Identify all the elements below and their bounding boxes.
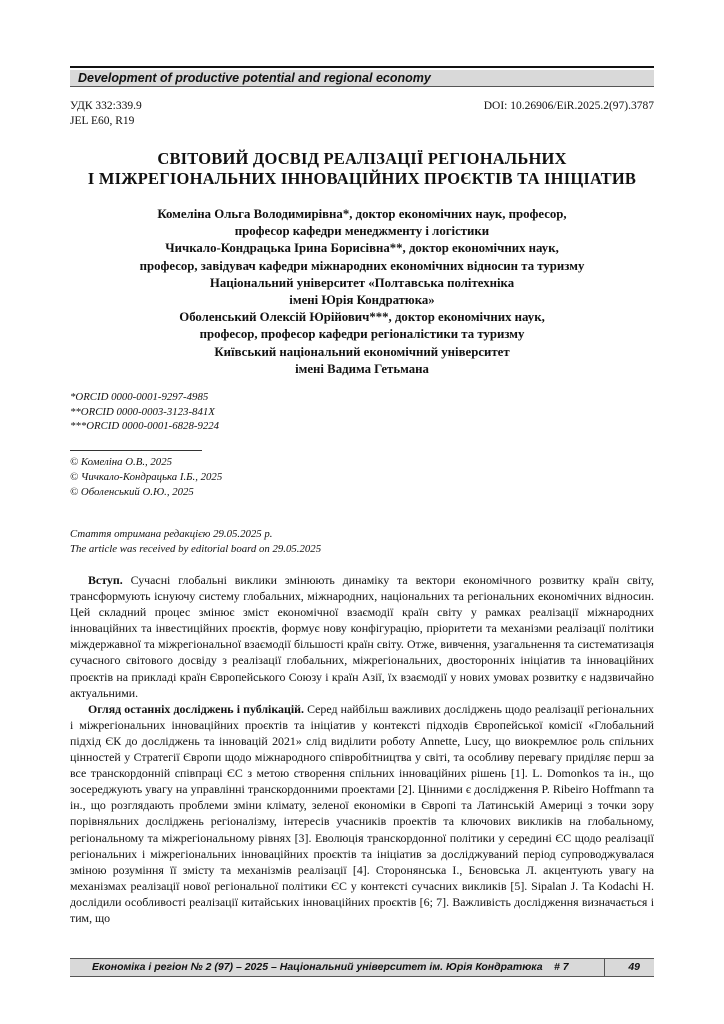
review-heading: Огляд останніх досліджень і публікацій. <box>88 701 304 716</box>
received-date-en: The article was received by editorial board on 29.05.2025 <box>70 542 322 555</box>
author-line: імені Юрія Кондратюка» <box>289 293 435 308</box>
received-date-ua: Стаття отримана редакцією 29.05.2025 р. <box>70 528 273 540</box>
article-title-line: І МІЖРЕГІОНАЛЬНИХ ІННОВАЦІЙНИХ ПРОЄКТІВ ТА ІНІЦІАТИВ <box>87 169 637 188</box>
author-line: Оболенський Олексій Юрійович***, доктор економічних наук, <box>179 310 545 325</box>
footer-issue: # 7 <box>554 961 569 973</box>
footer-band <box>70 958 654 977</box>
udc-code: УДК 332:339.9 <box>70 100 142 112</box>
orcid-line: *ORCID 0000-0001-9297-4985 <box>70 391 209 403</box>
author-line: Комеліна Ольга Володимирівна*, доктор економічних наук, професор, <box>157 207 567 221</box>
doi: DOI: 10.26906/EiR.2025.2(97).3787 <box>483 100 654 112</box>
footer-divider <box>604 959 605 976</box>
review-paragraph <box>70 701 654 926</box>
copyright-line: © Чичкало-Кондрацька І.Б., 2025 <box>70 470 223 483</box>
section-title: Development of productive potential and regional economy <box>78 71 431 85</box>
author-line: професор, професор кафедри регіоналістики та туризму <box>199 327 525 342</box>
jel-code: JEL E60, R19 <box>70 115 135 127</box>
copyright-line: © Комеліна О.В., 2025 <box>70 456 173 468</box>
review-text: Серед найбільш важливих досліджень щодо реалізації регіональних і міжрегіональних інноваційних проєктів та ініціатив у контексті підходів Європейської комісії «Глобальний підхід ЄК до досліджень та інновацій 2021» слід виділити роботу Annette, Lucy, що виокремлює роль спільних цінностей у Стратегії Європи щодо міжнародного співробітництва у світі, та особливу перевагу приділяє перш за все транскордонній співпраці ЄС з метою створення спільних інноваційних рішень [1]. L. Domonkos та ін., що зосереджують увагу на управлінні транскордонними проектами [2]. Цінними є дослідження P. Ribeiro Hoffmann та ін., що розглядають проблеми зміни клімату, зеленої економіки в Європі та Латинській Америці з точки зору порівняльних досліджень регіоналізму, інтересів учасників проектів та ключових викликів на глобальному, регіональному та міжрегіональному рівнях [3]. Еволюція транскордонної політики у середині ЄС щодо реалізації регіональних і міжрегіональних інноваційних проєктів та ініціатив за досліджуваний період супроводжувалася зміною розуміння її змісту та механізмів реалізації [4]. Сторонянська І., Бєновська Л. акцентують увагу на механізмах реалізації нової регіональної політики ЄС у контексті сучасних викликів [5]. Sipalan J. Та Kodachi H. дослідили особливості реалізації китайських інноваційних проєктів [6; 7]. Важливість дослідження визначається і тим, що <box>70 701 654 925</box>
orcid-line: ***ORCID 0000-0001-6828-9224 <box>70 420 220 432</box>
orcid-line: **ORCID 0000-0003-3123-841X <box>70 405 215 418</box>
article-title <box>70 149 654 189</box>
intro-text: Сучасні глобальні виклики змінюють динаміку та вектори економічного розвитку країн світу, трансформують існуючу систему глобальних, міжнародних, національних та регіональних економічних відносин. Цей складний процес змінює зміст економічної взаємодії країн світу у рамках реалізації міжнародних інноваційних та інвестиційних проєктів, формує нову конфігурацію, пріоритети та механізми реалізації політики міждержавної та міжрегіональної взаємодії більшості країн світу. Отже, вивчення, узагальнення та систематизація сучасного світового досвіду з реалізації глобальних, міжрегіональних, двосторонніх ініціатив та інноваційних проєктів на прикладі країн Європейського Союзу і країн Азії, їх взаємодії у нових умовах розвитку є надзвичайно актуальними. <box>70 573 654 700</box>
author-line: Національний університет «Полтавська політехніка <box>209 275 515 290</box>
article-body <box>70 572 654 926</box>
author-line: Чичкало-Кондрацька Ірина Борисівна**, доктор економічних наук, <box>165 241 559 256</box>
intro-heading: Вступ. <box>88 573 123 587</box>
article-title-line: СВІТОВИЙ ДОСВІД РЕАЛІЗАЦІЇ РЕГІОНАЛЬНИХ <box>157 149 567 168</box>
intro-paragraph <box>70 572 654 701</box>
copyright-block <box>70 455 222 499</box>
orcid-block <box>70 390 219 434</box>
received-block <box>70 527 321 557</box>
author-line: професор кафедри менеджменту і логістики <box>234 224 490 239</box>
header-rule <box>70 66 654 68</box>
authors-block <box>70 206 654 378</box>
author-line: професор, завідувач кафедри міжнародних економічних відносин та туризму <box>139 258 585 273</box>
author-line: імені Вадима Гетьмана <box>295 361 429 376</box>
copyright-divider <box>70 450 202 451</box>
footer-journal: Економіка і регіон № 2 (97) – 2025 – Національний університет ім. Юрія Кондратюка <box>92 961 543 973</box>
page-number: 49 <box>628 961 640 973</box>
author-line: Київський національний економічний університет <box>214 344 510 359</box>
copyright-line: © Оболенський О.Ю., 2025 <box>70 485 194 498</box>
